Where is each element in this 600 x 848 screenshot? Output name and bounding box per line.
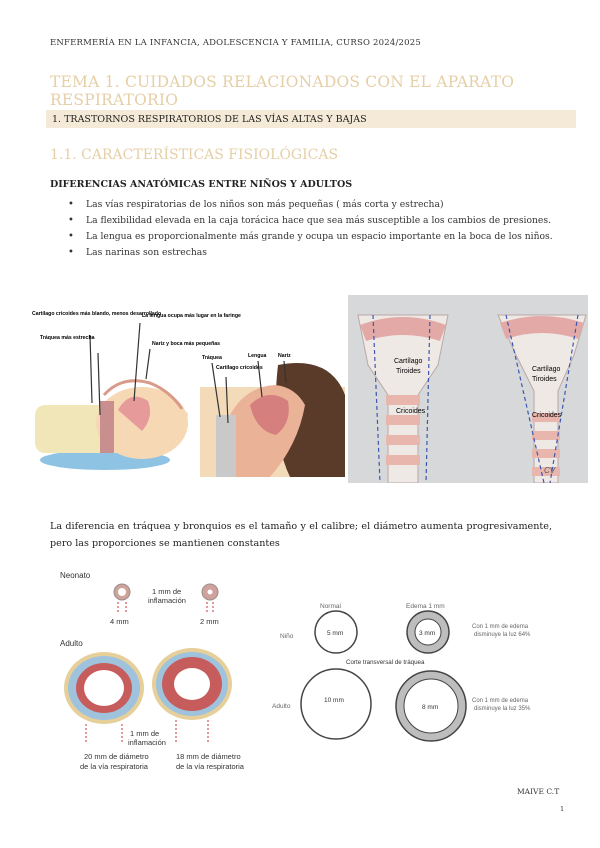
row-child: Niño: [280, 633, 294, 640]
label-one-mm-bottom: 1 mm de inflamación: [128, 729, 166, 747]
adult-edema-size: 8 mm: [422, 704, 439, 711]
list-item: • Las narinas son estrechas: [68, 245, 553, 261]
label-adult-nose: Nariz: [278, 353, 291, 359]
cross-section-label: Corte transversal de tráquea: [346, 659, 425, 666]
section-heading: 1. TRASTORNOS RESPIRATORIOS DE LAS VÍAS ALTAS Y BAJAS: [52, 114, 367, 125]
label-left-thyroid: Cartílago Tiroides: [394, 358, 423, 375]
label-adult-trachea: Tráquea: [202, 355, 222, 361]
list-item: • La lengua es proporcionalmente más grande y ocupa un espacio importante en la boca de los niños.: [68, 229, 553, 245]
topic-title: TEMA 1. CUIDADOS RELACIONADOS CON EL APARATO RESPIRATORIO: [50, 73, 515, 109]
label-adult-tongue: Lengua: [248, 353, 267, 359]
row-adult: Adulto: [272, 703, 291, 710]
label-trachea: Tráquea más estrecha: [40, 335, 95, 341]
label-right-thyroid: Cartílago Tiroides: [532, 366, 561, 383]
trachea-paragraph: La diferencia en tráquea y bronquios es el tamaño y el calibre; el diámetro aumenta progresivamente, pero las proporciones se mantienen constantes: [50, 521, 552, 549]
label-neo-right: 2 mm: [200, 617, 219, 626]
list-item: • La flexibilidad elevada en la caja torácica hace que sea más susceptible a los cambios de presiones.: [68, 213, 553, 229]
label-adult-cricoid: Cartílago cricoides: [216, 365, 263, 371]
label-nose: Nariz y boca más pequeñas: [152, 341, 221, 347]
label-cricoid: Cartílago cricoides más blando, menos desarrollado: [32, 311, 162, 317]
label-adult-left: 20 mm de diámetro de la vía respiratoria: [80, 752, 149, 771]
list-item: • Las vías respiratorias de los niños son más pequeñas ( más corta y estrecha): [68, 197, 553, 213]
edema-comparison-figure: [52, 568, 262, 780]
difference-list: [68, 197, 553, 261]
airway-anatomy-figure: [30, 305, 345, 477]
note-adult: Con 1 mm de edema disminuye la luz 35%: [472, 698, 531, 712]
label-tongue: La lengua ocupa más lugar en la faringe: [142, 313, 241, 319]
subheading: DIFERENCIAS ANATÓMICAS ENTRE NIÑOS Y ADULTOS: [50, 179, 353, 190]
larynx-figure: [348, 295, 588, 483]
label-adult: Adulto: [60, 639, 83, 648]
label-neo-left: 4 mm: [110, 617, 129, 626]
page-number: 1: [560, 805, 565, 813]
course-header: ENFERMERÍA EN LA INFANCIA, ADOLESCENCIA Y FAMILIA, CURSO 2024/2025: [50, 38, 421, 48]
adult-normal-size: 10 mm: [324, 697, 344, 704]
label-adult-right: 18 mm de diámetro de la vía respiratoria: [176, 752, 244, 771]
label-neonate: Neonato: [60, 571, 91, 580]
col-normal: Normal: [320, 603, 341, 610]
child-edema-size: 3 mm: [419, 630, 436, 637]
trachea-cross-section-figure: [268, 598, 558, 748]
note-child: Con 1 mm de edema disminuye la luz 64%: [472, 624, 531, 638]
label-left-cricoid: Cricoides: [396, 408, 426, 415]
col-edema: Edema 1 mm: [406, 603, 445, 610]
label-right-cricoid: Cricoides: [532, 412, 562, 419]
author-footer: MAIVE C.T: [517, 787, 560, 796]
label-one-mm-top: 1 mm de inflamación: [148, 587, 186, 605]
subsection-heading: 1.1. CARACTERÍSTICAS FISIOLÓGICAS: [50, 147, 339, 163]
child-normal-size: 5 mm: [327, 630, 344, 637]
artist-signature: CV: [544, 466, 556, 475]
